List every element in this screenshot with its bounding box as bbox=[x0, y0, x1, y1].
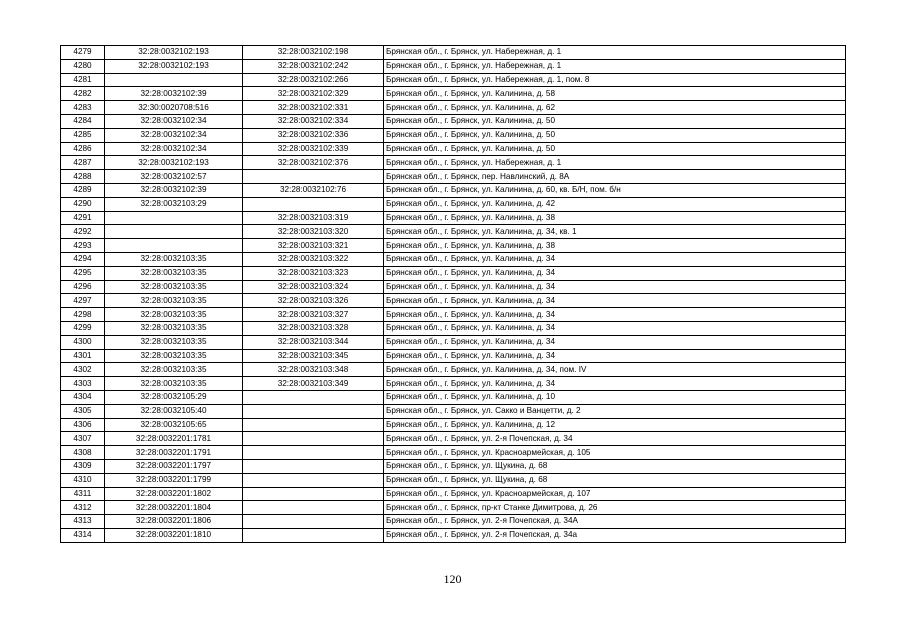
table-row bbox=[61, 294, 846, 308]
cadastral-number-cell: 32:28:0032102:242 bbox=[243, 59, 384, 73]
page-number: 120 bbox=[443, 572, 462, 586]
parent-cadastral-number-cell: 32:28:0032105:40 bbox=[105, 404, 243, 418]
row-number-cell: 4307 bbox=[61, 432, 105, 446]
row-number-cell: 4281 bbox=[61, 73, 105, 87]
parent-cadastral-number-cell: 32:28:0032103:35 bbox=[105, 349, 243, 363]
parent-cadastral-number-cell bbox=[105, 225, 243, 239]
address-cell: Брянская обл., г. Брянск, ул. Красноармейская, д. 107 bbox=[384, 487, 846, 501]
row-number-cell: 4312 bbox=[61, 501, 105, 515]
address-cell: Брянская обл., г. Брянск, ул. Калинина, д. 34 bbox=[384, 280, 846, 294]
parent-cadastral-number-cell: 32:28:0032103:35 bbox=[105, 377, 243, 391]
parent-cadastral-number-cell: 32:28:0032201:1781 bbox=[105, 432, 243, 446]
parent-cadastral-number-cell: 32:28:0032103:35 bbox=[105, 363, 243, 377]
parent-cadastral-number-cell: 32:28:0032103:29 bbox=[105, 197, 243, 211]
table-row bbox=[61, 390, 846, 404]
address-cell: Брянская обл., г. Брянск, ул. Калинина, д. 10 bbox=[384, 390, 846, 404]
parent-cadastral-number-cell: 32:28:0032103:35 bbox=[105, 308, 243, 322]
table-row bbox=[61, 321, 846, 335]
table-row bbox=[61, 183, 846, 197]
table-row bbox=[61, 87, 846, 101]
address-cell: Брянская обл., г. Брянск, ул. Калинина, д. 34 bbox=[384, 335, 846, 349]
table-row bbox=[61, 432, 846, 446]
address-cell: Брянская обл., г. Брянск, ул. Набережная, д. 1 bbox=[384, 46, 846, 60]
parent-cadastral-number-cell: 32:28:0032103:35 bbox=[105, 335, 243, 349]
table-row bbox=[61, 515, 846, 529]
cadastral-number-cell: 32:28:0032102:76 bbox=[243, 183, 384, 197]
table-row bbox=[61, 46, 846, 60]
row-number-cell: 4305 bbox=[61, 404, 105, 418]
parent-cadastral-number-cell: 32:28:0032103:35 bbox=[105, 252, 243, 266]
cadastral-number-cell: 32:28:0032102:266 bbox=[243, 73, 384, 87]
table-row bbox=[61, 308, 846, 322]
table-row bbox=[61, 349, 846, 363]
cadastral-number-cell bbox=[243, 170, 384, 184]
cadastral-number-cell bbox=[243, 197, 384, 211]
cadastral-number-cell bbox=[243, 528, 384, 542]
parent-cadastral-number-cell: 32:28:0032102:193 bbox=[105, 46, 243, 60]
table-row bbox=[61, 211, 846, 225]
cadastral-number-cell: 32:28:0032103:348 bbox=[243, 363, 384, 377]
row-number-cell: 4287 bbox=[61, 156, 105, 170]
table-row bbox=[61, 363, 846, 377]
row-number-cell: 4308 bbox=[61, 446, 105, 460]
table-row bbox=[61, 239, 846, 253]
parent-cadastral-number-cell: 32:28:0032201:1799 bbox=[105, 473, 243, 487]
address-cell: Брянская обл., г. Брянск, ул. Калинина, д. 60, кв. Б/Н, пом. б/н bbox=[384, 183, 846, 197]
parent-cadastral-number-cell: 32:28:0032103:35 bbox=[105, 294, 243, 308]
address-cell: Брянская обл., г. Брянск, ул. Калинина, д. 62 bbox=[384, 101, 846, 115]
parent-cadastral-number-cell: 32:28:0032201:1810 bbox=[105, 528, 243, 542]
row-number-cell: 4313 bbox=[61, 515, 105, 529]
row-number-cell: 4314 bbox=[61, 528, 105, 542]
address-cell: Брянская обл., г. Брянск, ул. Калинина, д. 34 bbox=[384, 252, 846, 266]
address-cell: Брянская обл., г. Брянск, ул. Калинина, д. 38 bbox=[384, 239, 846, 253]
cadastral-number-cell bbox=[243, 404, 384, 418]
cadastral-number-cell: 32:28:0032102:334 bbox=[243, 114, 384, 128]
address-cell: Брянская обл., г. Брянск, пер. Навлинский, д. 8А bbox=[384, 170, 846, 184]
address-cell: Брянская обл., г. Брянск, ул. Калинина, д. 34 bbox=[384, 349, 846, 363]
table-row bbox=[61, 473, 846, 487]
table-row bbox=[61, 252, 846, 266]
cadastral-number-cell bbox=[243, 473, 384, 487]
table-row bbox=[61, 225, 846, 239]
cadastral-number-cell: 32:28:0032103:328 bbox=[243, 321, 384, 335]
table-row bbox=[61, 280, 846, 294]
parent-cadastral-number-cell: 32:30:0020708:516 bbox=[105, 101, 243, 115]
cadastral-number-cell: 32:28:0032103:326 bbox=[243, 294, 384, 308]
parent-cadastral-number-cell bbox=[105, 73, 243, 87]
row-number-cell: 4290 bbox=[61, 197, 105, 211]
address-cell: Брянская обл., г. Брянск, пр-кт Станке Димитрова, д. 26 bbox=[384, 501, 846, 515]
parent-cadastral-number-cell: 32:28:0032102:57 bbox=[105, 170, 243, 184]
address-cell: Брянская обл., г. Брянск, ул. Калинина, д. 34 bbox=[384, 294, 846, 308]
parent-cadastral-number-cell: 32:28:0032103:35 bbox=[105, 321, 243, 335]
address-cell: Брянская обл., г. Брянск, ул. Набережная, д. 1 bbox=[384, 59, 846, 73]
parent-cadastral-number-cell: 32:28:0032201:1804 bbox=[105, 501, 243, 515]
table-row bbox=[61, 459, 846, 473]
row-number-cell: 4299 bbox=[61, 321, 105, 335]
address-cell: Брянская обл., г. Брянск, ул. Калинина, д. 34, пом. IV bbox=[384, 363, 846, 377]
address-cell: Брянская обл., г. Брянск, ул. Калинина, д. 34, кв. 1 bbox=[384, 225, 846, 239]
cadastral-number-cell: 32:28:0032103:321 bbox=[243, 239, 384, 253]
parent-cadastral-number-cell: 32:28:0032103:35 bbox=[105, 280, 243, 294]
parent-cadastral-number-cell: 32:28:0032201:1802 bbox=[105, 487, 243, 501]
address-cell: Брянская обл., г. Брянск, ул. Калинина, д. 34 bbox=[384, 266, 846, 280]
row-number-cell: 4288 bbox=[61, 170, 105, 184]
row-number-cell: 4297 bbox=[61, 294, 105, 308]
parent-cadastral-number-cell: 32:28:0032102:39 bbox=[105, 183, 243, 197]
cadastral-number-cell: 32:28:0032103:323 bbox=[243, 266, 384, 280]
table-row bbox=[61, 487, 846, 501]
address-cell: Брянская обл., г. Брянск, ул. 2-я Почепская, д. 34А bbox=[384, 515, 846, 529]
table-row bbox=[61, 101, 846, 115]
row-number-cell: 4296 bbox=[61, 280, 105, 294]
address-cell: Брянская обл., г. Брянск, ул. Щукина, д. 68 bbox=[384, 473, 846, 487]
table-row bbox=[61, 501, 846, 515]
table-row bbox=[61, 418, 846, 432]
cadastral-number-cell bbox=[243, 446, 384, 460]
row-number-cell: 4284 bbox=[61, 114, 105, 128]
address-cell: Брянская обл., г. Брянск, ул. Калинина, д. 50 bbox=[384, 114, 846, 128]
cadastral-number-cell bbox=[243, 501, 384, 515]
cadastral-number-cell bbox=[243, 390, 384, 404]
address-cell: Брянская обл., г. Брянск, ул. Калинина, д. 50 bbox=[384, 128, 846, 142]
cadastral-number-cell: 32:28:0032102:331 bbox=[243, 101, 384, 115]
cadastral-number-cell bbox=[243, 487, 384, 501]
table-row bbox=[61, 170, 846, 184]
row-number-cell: 4309 bbox=[61, 459, 105, 473]
address-cell: Брянская обл., г. Брянск, ул. 2-я Почепская, д. 34 bbox=[384, 432, 846, 446]
row-number-cell: 4303 bbox=[61, 377, 105, 391]
address-cell: Брянская обл., г. Брянск, ул. 2-я Почепская, д. 34а bbox=[384, 528, 846, 542]
row-number-cell: 4292 bbox=[61, 225, 105, 239]
address-cell: Брянская обл., г. Брянск, ул. Калинина, д. 38 bbox=[384, 211, 846, 225]
row-number-cell: 4304 bbox=[61, 390, 105, 404]
parent-cadastral-number-cell: 32:28:0032105:29 bbox=[105, 390, 243, 404]
row-number-cell: 4301 bbox=[61, 349, 105, 363]
cadastral-number-cell: 32:28:0032102:329 bbox=[243, 87, 384, 101]
row-number-cell: 4283 bbox=[61, 101, 105, 115]
registry-table-body bbox=[61, 46, 846, 543]
cadastral-number-cell: 32:28:0032103:345 bbox=[243, 349, 384, 363]
parent-cadastral-number-cell: 32:28:0032201:1791 bbox=[105, 446, 243, 460]
cadastral-number-cell: 32:28:0032103:320 bbox=[243, 225, 384, 239]
address-cell: Брянская обл., г. Брянск, ул. Калинина, д. 42 bbox=[384, 197, 846, 211]
row-number-cell: 4306 bbox=[61, 418, 105, 432]
cadastral-number-cell: 32:28:0032103:319 bbox=[243, 211, 384, 225]
parent-cadastral-number-cell: 32:28:0032102:39 bbox=[105, 87, 243, 101]
cadastral-number-cell: 32:28:0032102:336 bbox=[243, 128, 384, 142]
address-cell: Брянская обл., г. Брянск, ул. Набережная, д. 1 bbox=[384, 156, 846, 170]
cadastral-number-cell: 32:28:0032103:327 bbox=[243, 308, 384, 322]
parent-cadastral-number-cell: 32:28:0032102:193 bbox=[105, 156, 243, 170]
table-row bbox=[61, 59, 846, 73]
row-number-cell: 4295 bbox=[61, 266, 105, 280]
table-row bbox=[61, 156, 846, 170]
row-number-cell: 4294 bbox=[61, 252, 105, 266]
parent-cadastral-number-cell: 32:28:0032105:65 bbox=[105, 418, 243, 432]
cadastral-number-cell bbox=[243, 432, 384, 446]
cadastral-number-cell: 32:28:0032102:339 bbox=[243, 142, 384, 156]
address-cell: Брянская обл., г. Брянск, ул. Калинина, д. 50 bbox=[384, 142, 846, 156]
parent-cadastral-number-cell bbox=[105, 211, 243, 225]
parent-cadastral-number-cell: 32:28:0032102:34 bbox=[105, 114, 243, 128]
parent-cadastral-number-cell: 32:28:0032102:34 bbox=[105, 142, 243, 156]
cadastral-number-cell: 32:28:0032103:349 bbox=[243, 377, 384, 391]
row-number-cell: 4280 bbox=[61, 59, 105, 73]
row-number-cell: 4285 bbox=[61, 128, 105, 142]
row-number-cell: 4286 bbox=[61, 142, 105, 156]
parent-cadastral-number-cell: 32:28:0032102:193 bbox=[105, 59, 243, 73]
parent-cadastral-number-cell: 32:28:0032201:1797 bbox=[105, 459, 243, 473]
address-cell: Брянская обл., г. Брянск, ул. Калинина, д. 58 bbox=[384, 87, 846, 101]
parent-cadastral-number-cell bbox=[105, 239, 243, 253]
address-cell: Брянская обл., г. Брянск, ул. Красноармейская, д. 105 bbox=[384, 446, 846, 460]
table-row bbox=[61, 266, 846, 280]
row-number-cell: 4302 bbox=[61, 363, 105, 377]
table-row bbox=[61, 73, 846, 87]
table-row bbox=[61, 528, 846, 542]
address-cell: Брянская обл., г. Брянск, ул. Калинина, д. 34 bbox=[384, 377, 846, 391]
table-row bbox=[61, 142, 846, 156]
cadastral-number-cell bbox=[243, 459, 384, 473]
row-number-cell: 4279 bbox=[61, 46, 105, 60]
parent-cadastral-number-cell: 32:28:0032201:1806 bbox=[105, 515, 243, 529]
row-number-cell: 4282 bbox=[61, 87, 105, 101]
parent-cadastral-number-cell: 32:28:0032102:34 bbox=[105, 128, 243, 142]
table-row bbox=[61, 197, 846, 211]
address-cell: Брянская обл., г. Брянск, ул. Сакко и Ванцетти, д. 2 bbox=[384, 404, 846, 418]
row-number-cell: 4298 bbox=[61, 308, 105, 322]
cadastral-number-cell: 32:28:0032103:344 bbox=[243, 335, 384, 349]
row-number-cell: 4310 bbox=[61, 473, 105, 487]
address-cell: Брянская обл., г. Брянск, ул. Калинина, д. 34 bbox=[384, 308, 846, 322]
table-row bbox=[61, 446, 846, 460]
row-number-cell: 4311 bbox=[61, 487, 105, 501]
address-cell: Брянская обл., г. Брянск, ул. Калинина, д. 34 bbox=[384, 321, 846, 335]
table-row bbox=[61, 128, 846, 142]
row-number-cell: 4291 bbox=[61, 211, 105, 225]
address-cell: Брянская обл., г. Брянск, ул. Калинина, д. 12 bbox=[384, 418, 846, 432]
registry-table bbox=[60, 45, 846, 543]
cadastral-number-cell: 32:28:0032103:324 bbox=[243, 280, 384, 294]
cadastral-number-cell: 32:28:0032102:198 bbox=[243, 46, 384, 60]
address-cell: Брянская обл., г. Брянск, ул. Набережная, д. 1, пом. 8 bbox=[384, 73, 846, 87]
cadastral-number-cell bbox=[243, 515, 384, 529]
row-number-cell: 4293 bbox=[61, 239, 105, 253]
row-number-cell: 4300 bbox=[61, 335, 105, 349]
table-row bbox=[61, 114, 846, 128]
table-row bbox=[61, 335, 846, 349]
parent-cadastral-number-cell: 32:28:0032103:35 bbox=[105, 266, 243, 280]
cadastral-number-cell: 32:28:0032102:376 bbox=[243, 156, 384, 170]
cadastral-number-cell bbox=[243, 418, 384, 432]
table-row bbox=[61, 404, 846, 418]
cadastral-number-cell: 32:28:0032103:322 bbox=[243, 252, 384, 266]
row-number-cell: 4289 bbox=[61, 183, 105, 197]
table-row bbox=[61, 377, 846, 391]
address-cell: Брянская обл., г. Брянск, ул. Щукина, д. 68 bbox=[384, 459, 846, 473]
